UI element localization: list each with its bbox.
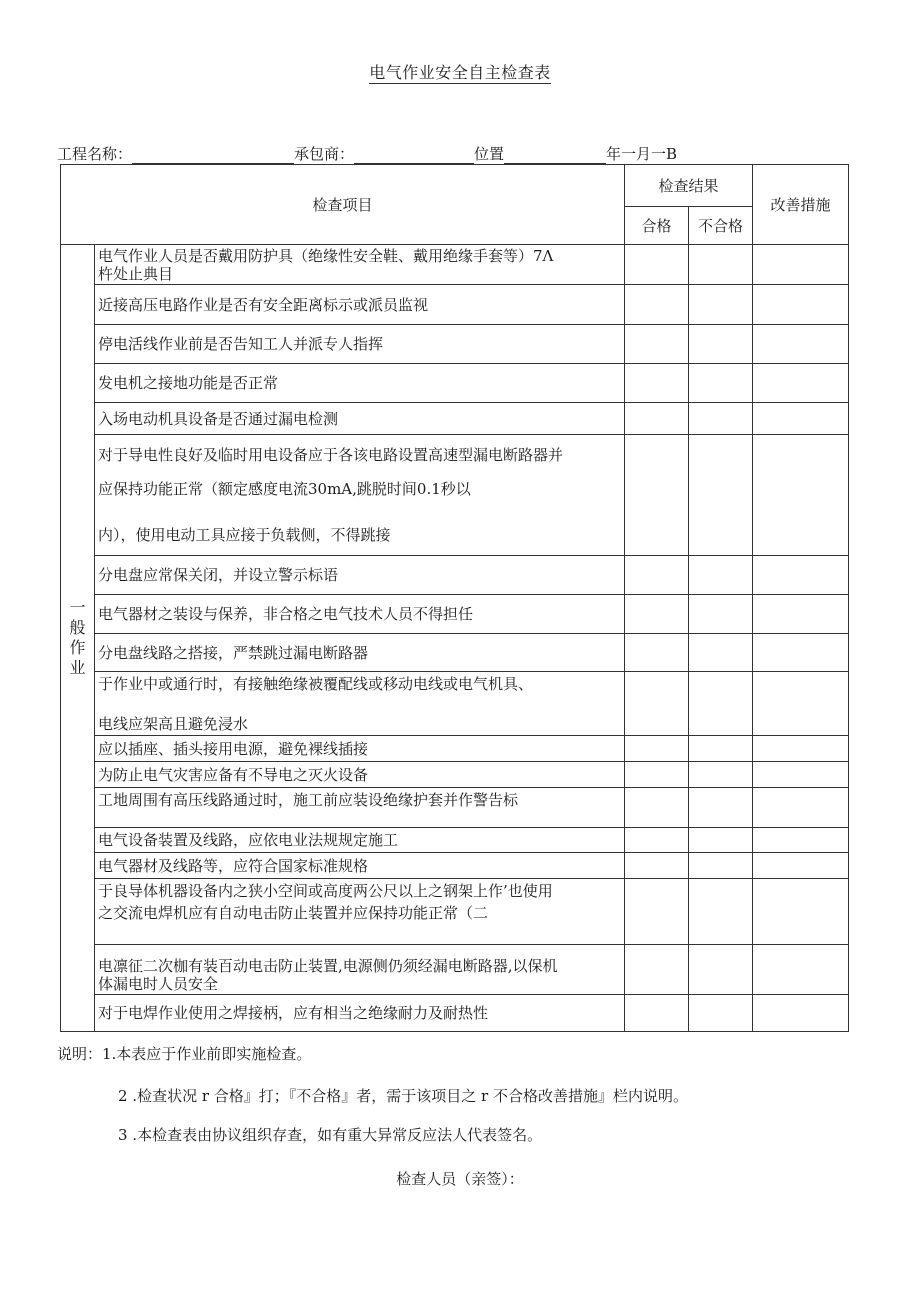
fail-cell[interactable] bbox=[689, 788, 753, 828]
improve-cell[interactable] bbox=[753, 556, 849, 595]
pass-cell[interactable] bbox=[625, 945, 689, 995]
pass-cell[interactable] bbox=[625, 325, 689, 364]
improve-cell[interactable] bbox=[753, 634, 849, 672]
improve-cell[interactable] bbox=[753, 879, 849, 945]
category-label: 一般作业 bbox=[69, 598, 86, 677]
check-item: 发电机之接地功能是否正常 bbox=[95, 364, 625, 403]
table-row bbox=[61, 595, 849, 634]
page-title-text: 电气作业安全自主检查表 bbox=[369, 63, 551, 82]
pass-cell[interactable] bbox=[625, 595, 689, 634]
pass-cell[interactable] bbox=[625, 672, 689, 736]
fail-cell[interactable] bbox=[689, 556, 753, 595]
table-row bbox=[61, 788, 849, 828]
fail-cell[interactable] bbox=[689, 435, 753, 556]
pass-cell[interactable] bbox=[625, 403, 689, 435]
table-row bbox=[61, 285, 849, 325]
table-row bbox=[61, 364, 849, 403]
table-row bbox=[61, 245, 849, 285]
project-name-field[interactable] bbox=[132, 149, 294, 164]
improve-cell[interactable] bbox=[753, 945, 849, 995]
improve-cell[interactable] bbox=[753, 788, 849, 828]
improve-cell[interactable] bbox=[753, 325, 849, 364]
check-item: 入场电动机具设备是否通过漏电检测 bbox=[95, 403, 625, 435]
check-item: 近接高压电路作业是否有安全距离标示或派员监视 bbox=[95, 285, 625, 325]
fail-cell[interactable] bbox=[689, 595, 753, 634]
location-label: 位置 bbox=[474, 145, 505, 163]
contractor-field[interactable] bbox=[354, 149, 474, 164]
check-item: 电气作业人员是否戴用防护具（绝缘性安全鞋、戴用绝缘手套等）7Λ 杵处止典目 bbox=[95, 245, 625, 285]
fail-cell[interactable] bbox=[689, 403, 753, 435]
inspector-signature-label: 检查人员（亲签）： bbox=[396, 1170, 524, 1188]
header-check-result: 检查结果 bbox=[625, 165, 753, 207]
table-row bbox=[61, 556, 849, 595]
check-item: 分电盘线路之搭接，严禁跳过漏电断路器 bbox=[95, 634, 625, 672]
header-improvement: 改善措施 bbox=[753, 165, 849, 245]
check-item: 电气器材之装设与保养，非合格之电气技术人员不得担任 bbox=[95, 595, 625, 634]
improve-cell[interactable] bbox=[753, 364, 849, 403]
check-item: 分电盘应常保关闭，并设立警示标语 bbox=[95, 556, 625, 595]
table-row bbox=[61, 672, 849, 736]
improve-cell[interactable] bbox=[753, 595, 849, 634]
check-item: 对于导电性良好及临时用电设备应于各该电路设置高速型漏电断路器并 应保持功能正常（额定感度电流30mA,跳脱时间0.1秒以 内），使用电动工具应接于负载侧，不得跳接 bbox=[95, 435, 625, 556]
check-item: 停电活线作业前是否告知工人并派专人指挥 bbox=[95, 325, 625, 364]
fail-cell[interactable] bbox=[689, 853, 753, 879]
location-field[interactable] bbox=[504, 149, 606, 164]
pass-cell[interactable] bbox=[625, 245, 689, 285]
fail-cell[interactable] bbox=[689, 325, 753, 364]
improve-cell[interactable] bbox=[753, 245, 849, 285]
table-row bbox=[61, 945, 849, 995]
improve-cell[interactable] bbox=[753, 435, 849, 556]
table-row bbox=[61, 828, 849, 853]
fail-cell[interactable] bbox=[689, 736, 753, 762]
improve-cell[interactable] bbox=[753, 853, 849, 879]
check-item: 电气设备装置及线路，应依电业法规规定施工 bbox=[95, 828, 625, 853]
fail-cell[interactable] bbox=[689, 634, 753, 672]
check-item: 应以插座、插头接用电源，避免裸线插接 bbox=[95, 736, 625, 762]
header-pass: 合格 bbox=[625, 207, 689, 245]
fail-cell[interactable] bbox=[689, 945, 753, 995]
table-row bbox=[61, 435, 849, 556]
check-item: 于良导体机器设备内之狭小空间或高度两公尺以上之钢架上作’也使用 之交流电焊机应有自动电击防止装置并应保持功能正常（二 bbox=[95, 879, 625, 945]
check-item: 工地周围有高压线路通过时，施工前应装设绝缘护套并作警告标 bbox=[95, 788, 625, 828]
check-item: 电气器材及线路等，应符合国家标准规格 bbox=[95, 853, 625, 879]
note-1: 说明：1.本表应于作业前即实施检查。 bbox=[57, 1045, 312, 1063]
header-check-item: 检查项目 bbox=[61, 165, 625, 245]
improve-cell[interactable] bbox=[753, 672, 849, 736]
table-row bbox=[61, 634, 849, 672]
project-name-label: 工程名称： bbox=[57, 145, 133, 163]
pass-cell[interactable] bbox=[625, 828, 689, 853]
note-2: 2 .检查状况 r 合格』打；『不合格』者，需于该项目之 r 不合格改善措施』栏内说明。 bbox=[118, 1087, 688, 1105]
table-header-row bbox=[61, 165, 849, 207]
pass-cell[interactable] bbox=[625, 736, 689, 762]
fail-cell[interactable] bbox=[689, 672, 753, 736]
fail-cell[interactable] bbox=[689, 364, 753, 403]
date-label: 年一月一B bbox=[606, 145, 678, 163]
fail-cell[interactable] bbox=[689, 245, 753, 285]
inspection-table bbox=[60, 164, 849, 1032]
improve-cell[interactable] bbox=[753, 403, 849, 435]
improve-cell[interactable] bbox=[753, 995, 849, 1032]
pass-cell[interactable] bbox=[625, 788, 689, 828]
pass-cell[interactable] bbox=[625, 853, 689, 879]
category-cell bbox=[61, 245, 95, 1032]
improve-cell[interactable] bbox=[753, 736, 849, 762]
table-row bbox=[61, 853, 849, 879]
fail-cell[interactable] bbox=[689, 995, 753, 1032]
note-3: 3 .本检查表由协议组织存查，如有重大异常反应法人代表签名。 bbox=[118, 1126, 543, 1144]
pass-cell[interactable] bbox=[625, 634, 689, 672]
fail-cell[interactable] bbox=[689, 879, 753, 945]
table-row bbox=[61, 995, 849, 1032]
check-item: 对于电焊作业使用之焊接柄，应有相当之绝缘耐力及耐热性 bbox=[95, 995, 625, 1032]
pass-cell[interactable] bbox=[625, 556, 689, 595]
table-row bbox=[61, 879, 849, 945]
header-fail: 不合格 bbox=[689, 207, 753, 245]
check-item: 为防止电气灾害应备有不导电之灭火设备 bbox=[95, 762, 625, 788]
table-row bbox=[61, 736, 849, 762]
check-item: 电凛征二次枷有装百动电击防止装置,电源侧仍须经漏电断路器,以保机 体漏电时人员安全 bbox=[95, 945, 625, 995]
pass-cell[interactable] bbox=[625, 995, 689, 1032]
form-header bbox=[57, 143, 677, 164]
fail-cell[interactable] bbox=[689, 762, 753, 788]
table-row bbox=[61, 403, 849, 435]
improve-cell[interactable] bbox=[753, 285, 849, 325]
pass-cell[interactable] bbox=[625, 364, 689, 403]
contractor-label: 承包商： bbox=[294, 145, 355, 163]
fail-cell[interactable] bbox=[689, 828, 753, 853]
page-title bbox=[0, 60, 920, 83]
improve-cell[interactable] bbox=[753, 828, 849, 853]
table-row bbox=[61, 762, 849, 788]
pass-cell[interactable] bbox=[625, 435, 689, 556]
pass-cell[interactable] bbox=[625, 762, 689, 788]
check-item: 于作业中或通行时，有接触绝缘被覆配线或移动电线或电气机具、 电线应架高且避免浸水 bbox=[95, 672, 625, 736]
improve-cell[interactable] bbox=[753, 762, 849, 788]
fail-cell[interactable] bbox=[689, 285, 753, 325]
pass-cell[interactable] bbox=[625, 879, 689, 945]
pass-cell[interactable] bbox=[625, 285, 689, 325]
table-row bbox=[61, 325, 849, 364]
